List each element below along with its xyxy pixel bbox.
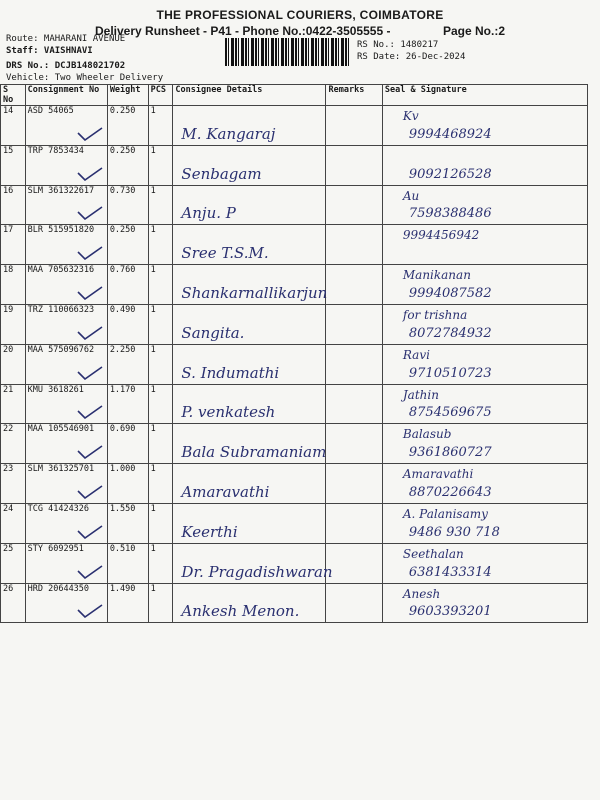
cell-consignment: [25, 106, 107, 146]
consignment-number: BLR 515951820: [27, 225, 95, 236]
consignee-name: M. Kangaraj: [181, 124, 276, 143]
staff-label: Staff: VAISHNAVI: [6, 46, 93, 56]
cell-pcs: 1: [148, 185, 173, 225]
cell-sno: 18: [1, 265, 26, 305]
consignment-number: MAA 705632316: [27, 265, 95, 276]
cell-pcs: 1: [148, 543, 173, 583]
signature: Balasub: [402, 427, 452, 442]
consignee-name: Keerthi: [181, 522, 238, 541]
cell-weight: 1.550: [107, 503, 148, 543]
consignment-number: STY 6092951: [27, 543, 84, 554]
cell-consignment: [25, 503, 107, 543]
cell-pcs: 1: [148, 344, 173, 384]
checkmark-icon: [76, 485, 104, 499]
receiver-phone: 9603393201: [408, 604, 492, 620]
cell-sno: 14: [1, 106, 26, 146]
cell-consignee: [173, 543, 333, 583]
cell-signature: [382, 145, 587, 185]
consignment-number: MAA 105546901: [27, 424, 95, 435]
cell-remarks: [326, 503, 382, 543]
cell-sno: 15: [1, 145, 26, 185]
cell-signature: [382, 384, 587, 424]
consignee-name: Amaravathi: [181, 482, 270, 501]
consignee-name: Shankarnallikarjun: [181, 283, 328, 302]
cell-sno: 26: [1, 583, 26, 623]
drs-number: DRS No.: DCJB148021702: [6, 61, 126, 71]
cell-pcs: 1: [148, 583, 173, 623]
cell-sno: 21: [1, 384, 26, 424]
signature: for trishna: [402, 307, 468, 322]
consignee-name: Ankesh Menon.: [181, 602, 300, 621]
consignment-number: ASD 54065: [27, 106, 74, 116]
cell-signature: [382, 185, 587, 225]
consignment-number: TRZ 110066323: [27, 304, 95, 315]
table-body: [1, 106, 588, 623]
cell-consignee: [173, 185, 326, 225]
cell-weight: 0.250: [107, 106, 148, 146]
checkmark-icon: [76, 246, 104, 260]
consignment-number: HRD 20644350: [27, 583, 90, 594]
signature: Anesh: [402, 586, 441, 601]
cell-pcs: 1: [148, 145, 173, 185]
cell-sno: 22: [1, 424, 26, 464]
receiver-phone: 9092126528: [408, 166, 492, 182]
checkmark-icon: [76, 167, 104, 181]
cell-consignee: [173, 304, 326, 344]
cell-sno: 16: [1, 185, 26, 225]
table-row: [1, 543, 588, 583]
cell-weight: 0.250: [107, 225, 148, 265]
cell-consignee: [173, 464, 326, 504]
cell-weight: 0.490: [107, 304, 148, 344]
cell-consignee: [173, 424, 326, 464]
checkmark-icon: [76, 405, 104, 419]
checkmark-icon: [76, 525, 104, 539]
cell-remarks: [326, 344, 382, 384]
cell-signature: [382, 225, 587, 265]
cell-sno: 24: [1, 503, 26, 543]
cell-signature: [382, 503, 587, 543]
table-row: [1, 225, 588, 265]
signature: 9994456942: [402, 228, 480, 243]
receiver-phone: 9486 930 718: [408, 524, 500, 540]
cell-remarks: [326, 384, 382, 424]
cell-remarks: [326, 543, 382, 583]
col-signature: Seal & Signature: [382, 85, 587, 106]
cell-signature: [382, 464, 587, 504]
checkmark-icon: [76, 286, 104, 300]
receiver-phone: 9710510723: [408, 365, 492, 381]
consignment-number: SLM 361322617: [27, 185, 95, 196]
cell-weight: 0.690: [107, 424, 148, 464]
cell-sno: 25: [1, 543, 26, 583]
table-row: [1, 384, 588, 424]
checkmark-icon: [76, 127, 104, 141]
cell-weight: 1.000: [107, 464, 148, 504]
cell-consignee: [173, 145, 326, 185]
table-row: [1, 503, 588, 543]
consignee-name: Bala Subramaniam: [181, 443, 327, 462]
consignee-name: Senbagam: [181, 164, 262, 183]
consignee-name: S. Indumathi: [181, 363, 280, 382]
col-remarks: Remarks: [326, 85, 382, 106]
signature: Ravi: [402, 347, 430, 362]
consignee-name: Sangita.: [181, 323, 245, 342]
cell-consignee: [173, 344, 326, 384]
consignee-name: Dr. Pragadishwaran: [181, 562, 333, 581]
cell-consignment: [25, 185, 107, 225]
cell-sno: 17: [1, 225, 26, 265]
cell-signature: [382, 344, 587, 384]
cell-pcs: 1: [148, 384, 173, 424]
cell-sno: 20: [1, 344, 26, 384]
receiver-phone: 9994087582: [408, 285, 492, 301]
receiver-phone: 8754569675: [408, 405, 492, 421]
signature: Kv: [402, 109, 419, 123]
cell-pcs: 1: [148, 304, 173, 344]
consignment-number: TRP 7853434: [27, 145, 84, 156]
runsheet-table: [0, 84, 588, 623]
cell-consignment: [25, 225, 107, 265]
signature: A. Palanisamy: [402, 506, 488, 521]
table-row: [1, 344, 588, 384]
checkmark-icon: [76, 326, 104, 340]
col-pcs: PCS: [148, 85, 173, 106]
table-header-row: [1, 85, 588, 106]
cell-consignee: [173, 106, 326, 146]
cell-pcs: 1: [148, 503, 173, 543]
cell-remarks: [326, 424, 382, 464]
cell-pcs: 1: [148, 265, 173, 305]
receiver-phone: 6381433314: [408, 564, 492, 580]
cell-consignee: [173, 503, 326, 543]
cell-consignment: [25, 384, 107, 424]
cell-remarks: [326, 464, 382, 504]
cell-signature: [382, 543, 587, 583]
table-row: [1, 464, 588, 504]
cell-remarks: [326, 106, 382, 146]
signature: Seethalan: [402, 546, 464, 561]
cell-sno: 23: [1, 464, 26, 504]
checkmark-icon: [76, 604, 104, 618]
signature: Jathin: [402, 387, 439, 402]
table-row: [1, 424, 588, 464]
cell-consignment: [25, 145, 107, 185]
col-consignment: Consignment No: [25, 85, 107, 106]
cell-remarks: [326, 185, 382, 225]
table-row: [1, 583, 588, 623]
checkmark-icon: [76, 565, 104, 579]
receiver-phone: 8072784932: [408, 325, 492, 341]
cell-consignee: [173, 583, 326, 623]
checkmark-icon: [76, 445, 104, 459]
cell-weight: 0.760: [107, 265, 148, 305]
cell-consignment: [25, 543, 107, 583]
receiver-phone: 8870226643: [408, 484, 492, 500]
cell-remarks: [326, 304, 382, 344]
col-consignee: Consignee Details: [173, 85, 326, 106]
page-number: Page No.:2: [443, 24, 506, 38]
cell-consignment: [25, 464, 107, 504]
consignee-name: P. venkatesh: [181, 403, 276, 422]
cell-pcs: 1: [148, 464, 173, 504]
consignment-number: KMU 3618261: [27, 384, 84, 395]
consignee-name: Sree T.S.M.: [181, 244, 269, 263]
cell-remarks: [326, 583, 382, 623]
vehicle-label: Vehicle: Two Wheeler Delivery: [6, 73, 164, 83]
cell-consignment: [25, 304, 107, 344]
cell-signature: [382, 265, 587, 305]
cell-pcs: 1: [148, 106, 173, 146]
company-title: THE PROFESSIONAL COURIERS, COIMBATORE: [156, 8, 444, 22]
consignment-number: TCG 41424326: [27, 503, 90, 514]
signature: Amaravathi: [402, 467, 474, 482]
cell-weight: 0.510: [107, 543, 148, 583]
cell-consignment: [25, 265, 107, 305]
table-row: [1, 265, 588, 305]
signature: Manikanan: [402, 268, 471, 283]
receiver-phone: 9994468924: [408, 126, 492, 142]
cell-remarks: [326, 145, 382, 185]
route-label: Route: MAHARANI AVENUE: [6, 34, 126, 44]
cell-weight: 2.250: [107, 344, 148, 384]
table-row: [1, 145, 588, 185]
cell-pcs: 1: [148, 225, 173, 265]
receiver-phone: 9361860727: [408, 445, 492, 461]
cell-pcs: 1: [148, 424, 173, 464]
cell-signature: [382, 304, 587, 344]
rs-date: RS Date: 26-Dec-2024: [357, 52, 466, 62]
table-row: [1, 185, 588, 225]
table-row: [1, 106, 588, 146]
cell-weight: 0.730: [107, 185, 148, 225]
receiver-phone: 7598388486: [408, 206, 492, 222]
consignment-number: SLM 361325701: [27, 464, 95, 475]
consignment-number: MAA 575096762: [27, 344, 95, 355]
cell-consignment: [25, 344, 107, 384]
table-row: [1, 304, 588, 344]
cell-sno: 19: [1, 304, 26, 344]
cell-consignment: [25, 583, 107, 623]
rs-number: RS No.: 1480217: [357, 40, 439, 50]
cell-weight: 1.490: [107, 583, 148, 623]
consignee-name: Anju. P: [181, 204, 236, 223]
runsheet-title: Delivery Runsheet - P41 - Phone No.:0422-3505555 -: [95, 24, 391, 38]
cell-signature: [382, 424, 587, 464]
cell-consignment: [25, 424, 107, 464]
cell-weight: 1.170: [107, 384, 148, 424]
cell-remarks: [326, 225, 382, 265]
signature: Au: [402, 188, 420, 203]
cell-signature: [382, 583, 587, 623]
checkmark-icon: [76, 206, 104, 220]
col-weight: Weight: [107, 85, 148, 106]
cell-consignee: [173, 225, 326, 265]
cell-weight: 0.250: [107, 145, 148, 185]
col-sno: S No: [1, 85, 26, 106]
checkmark-icon: [76, 366, 104, 380]
barcode: [225, 38, 349, 66]
cell-remarks: [326, 265, 382, 305]
cell-consignee: [173, 384, 326, 424]
cell-consignee: [173, 265, 326, 305]
cell-signature: [382, 106, 587, 146]
